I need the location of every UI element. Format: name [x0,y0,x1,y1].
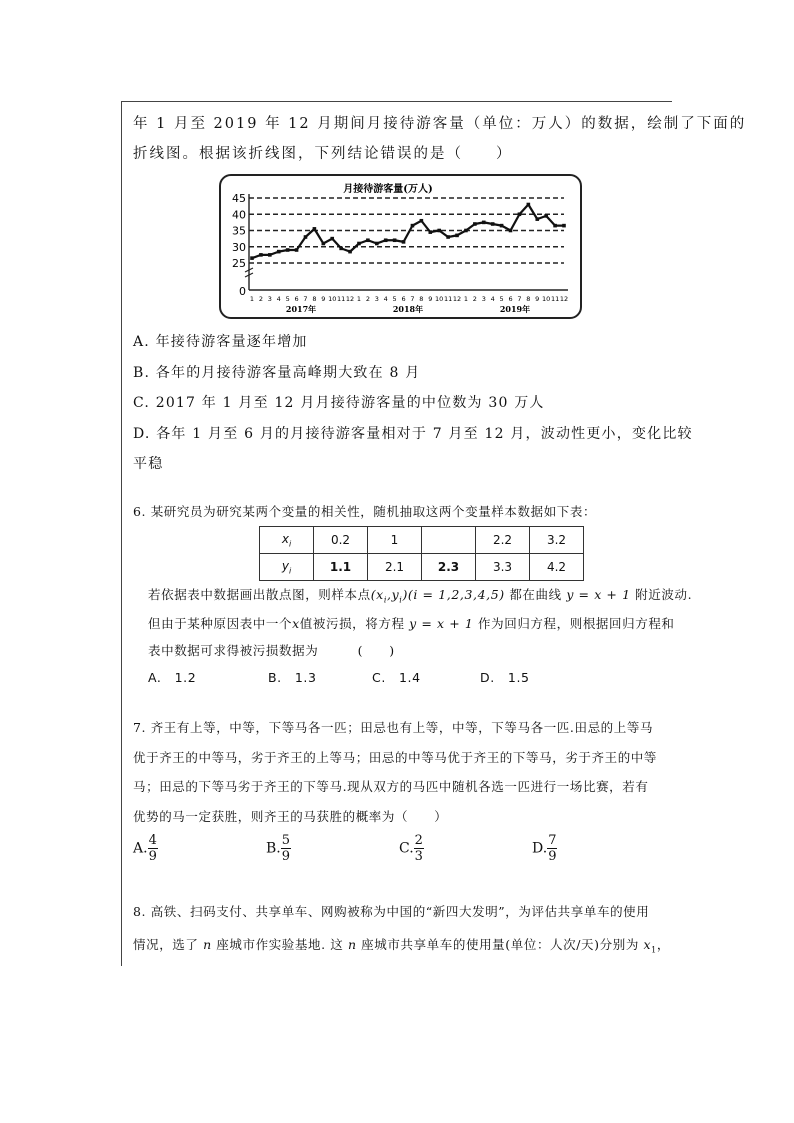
data-point [562,224,566,228]
data-point [544,214,548,218]
table-cell: 2.3 [422,554,476,581]
x-tick-label: 2 [258,295,263,303]
x-tick-label: 1 [463,295,469,303]
fraction: $\frac{7}{9}$ [548,833,557,864]
data-point [322,242,326,246]
x-tick-label: 12 [452,295,462,303]
data-point [357,242,361,246]
data-point [348,250,352,254]
x-tick-label: 8 [419,295,424,303]
x-tick-label: 2 [472,295,477,303]
q5-line2: 折线图。根据该折线图，下列结论错误的是（ ） [133,146,513,162]
x-tick-label: 8 [312,295,317,303]
table-cell: 2.2 [476,527,530,554]
q6-data-table [259,526,584,581]
table-cell: 3.3 [476,554,530,581]
x-tick-label: 1 [249,295,255,303]
x-tick-label: 9 [428,295,433,303]
table-row-x [260,527,584,554]
data-point [411,224,415,228]
x-tick-label: 4 [383,295,388,303]
table-row-y [260,554,584,581]
data-point [304,235,308,239]
x-tick-label: 10 [542,295,551,303]
x-tick-label: 7 [410,295,415,303]
data-point [446,235,450,239]
fraction: $\frac{5}{9}$ [281,833,291,864]
year-label: 2019年 [499,304,531,314]
q6-stem: 6. 某研究员为研究某两个变量的相关性，随机抽取这两个变量样本数据如下表： [133,504,597,519]
data-point [473,222,477,226]
q6-option-a: A. 1.2 [148,670,197,685]
y-tick-label: 30 [232,240,246,254]
data-point [553,224,557,228]
q7-option-a: A. $\frac{4}{9}$ [133,833,157,864]
q8-line1: 8. 高铁、扫码支付、共享单车、网购被称为中国的“新四大发明”，为评估共享单车的使用 [133,904,650,919]
q6-line3: 表中数据可求得被污损数据为 ( ) [148,643,395,658]
data-point [482,221,486,225]
data-point [500,224,504,228]
x-tick-label: 3 [481,295,486,303]
data-point [286,248,290,252]
table-cell: 4.2 [530,554,584,581]
x-tick-label: 11 [550,295,560,303]
data-point [330,237,334,241]
q6-option-b: B. 1.3 [268,670,317,685]
data-point [509,229,513,233]
q7-line3: 马；田忌的下等马劣于齐王的下等马.现从双方的马匹中随机各选一匹进行一场比赛，若有 [133,779,649,794]
data-point [491,222,495,226]
data-point [437,229,441,233]
x-tick-label: 2 [365,295,370,303]
year-label: 2018年 [392,304,424,314]
table-cell: 1 [368,527,422,554]
series-line [252,205,564,259]
x-tick-label: 9 [321,295,326,303]
data-point [313,227,317,231]
data-point [250,256,254,260]
data-point [518,212,522,216]
x-tick-label: 10 [328,295,337,303]
data-point [428,230,432,234]
x-tick-label: 4 [276,295,281,303]
data-point [402,240,406,244]
q7-option-b: B. $\frac{5}{9}$ [266,833,291,864]
data-point [535,217,539,221]
data-point [277,250,281,254]
data-point [259,253,263,257]
x-tick-label: 9 [535,295,540,303]
year-label: 2017年 [285,304,317,314]
q8-line2: 情况，选了 n 座城市作实验基地. 这 n 座城市共享单车的使用量(单位：人次/天)分别为 $x_1$， [133,937,670,955]
q6-option-c: C. 1.4 [372,670,421,685]
data-point [366,238,370,242]
x-tick-label: 3 [267,295,272,303]
y-tick-label: 40 [232,208,246,222]
x-tick-label: 11 [337,295,346,303]
fraction: $\frac{2}{3}$ [414,833,423,864]
q6-line1: 若依据表中数据画出散点图，则样本点$(x_i,y_i)(i = 1,2,3,4,5)$ 都在曲线 y = x + 1 附近波动. [148,587,693,605]
table-cell: 3.2 [530,527,584,554]
table-cell: 2.1 [368,554,422,581]
x-tick-label: 5 [499,295,504,303]
data-point [339,247,343,251]
table-cell-smudged [422,527,476,554]
x-tick-label: 11 [443,295,453,303]
table-header-y: $y_i$ [260,554,314,581]
table-header-x: $x_i$ [260,527,314,554]
x-tick-label: 6 [294,295,299,303]
table-cell: 1.1 [314,554,368,581]
x-tick-label: 12 [559,295,569,303]
top-rule [121,101,672,102]
q6-option-d: D. 1.5 [480,670,530,685]
x-tick-label: 10 [435,295,444,303]
data-point [295,248,299,252]
data-point [384,238,388,242]
q5-option-d: D. 各年 1 月至 6 月的月接待游客量相对于 7 月至 12 月，波动性更小，变化比较 [133,426,693,442]
x-tick-label: 5 [392,295,397,303]
q7-line1: 7. 齐王有上等，中等，下等马各一匹；田忌也有上等，中等，下等马各一匹.田忌的上等马 [133,720,654,735]
q7-option-d: D. $\frac{7}{9}$ [532,833,557,864]
left-rule [121,101,122,966]
monthly-visitors-line-chart [221,176,580,317]
data-point [464,229,468,233]
x-tick-label: 7 [517,295,522,303]
q7-line2: 优于齐王的中等马，劣于齐王的上等马；田忌的中等马优于齐王的下等马，劣于齐王的中等 [133,750,658,765]
x-tick-label: 1 [356,295,362,303]
q7-line4: 优势的马一定获胜，则齐王的马获胜的概率为（ ） [133,809,448,824]
q5-option-a: A. 年接待游客量逐年增加 [133,334,308,350]
data-point [268,253,272,257]
x-tick-label: 7 [303,295,308,303]
data-point [527,203,531,207]
data-point [375,242,379,246]
y-tick-label: 35 [232,224,246,238]
data-point [420,219,424,223]
q5-option-d-cont: 平稳 [133,456,164,472]
x-tick-label: 4 [490,295,495,303]
data-point [455,234,459,238]
q5-option-b: B. 各年的月接待游客量高峰期大致在 8 月 [133,365,421,381]
q6-line2: 但由于某种原因表中一个x值被污损，将方程 y = x + 1 作为回归方程，则根据回归方程和 [148,616,675,631]
data-point [393,238,397,242]
y-tick-label: 0 [239,285,246,298]
chart-title: 月接待游客量(万人) [343,184,433,195]
line-chart-frame [219,174,582,319]
x-tick-label: 5 [285,295,290,303]
x-tick-label: 6 [401,295,406,303]
x-tick-label: 3 [374,295,379,303]
q5-option-c: C. 2017 年 1 月至 12 月月接待游客量的中位数为 30 万人 [133,395,545,411]
x-tick-label: 6 [508,295,513,303]
q7-option-c: C. $\frac{2}{3}$ [399,833,423,864]
table-cell: 0.2 [314,527,368,554]
x-tick-label: 8 [526,295,531,303]
y-tick-label: 45 [232,192,246,205]
fraction: $\frac{4}{9}$ [148,833,157,864]
x-tick-label: 12 [345,295,355,303]
y-tick-label: 25 [232,257,246,270]
q5-line1: 年 1 月至 2019 年 12 月期间月接待游客量（单位：万人）的数据，绘制了下面的 [133,116,747,132]
